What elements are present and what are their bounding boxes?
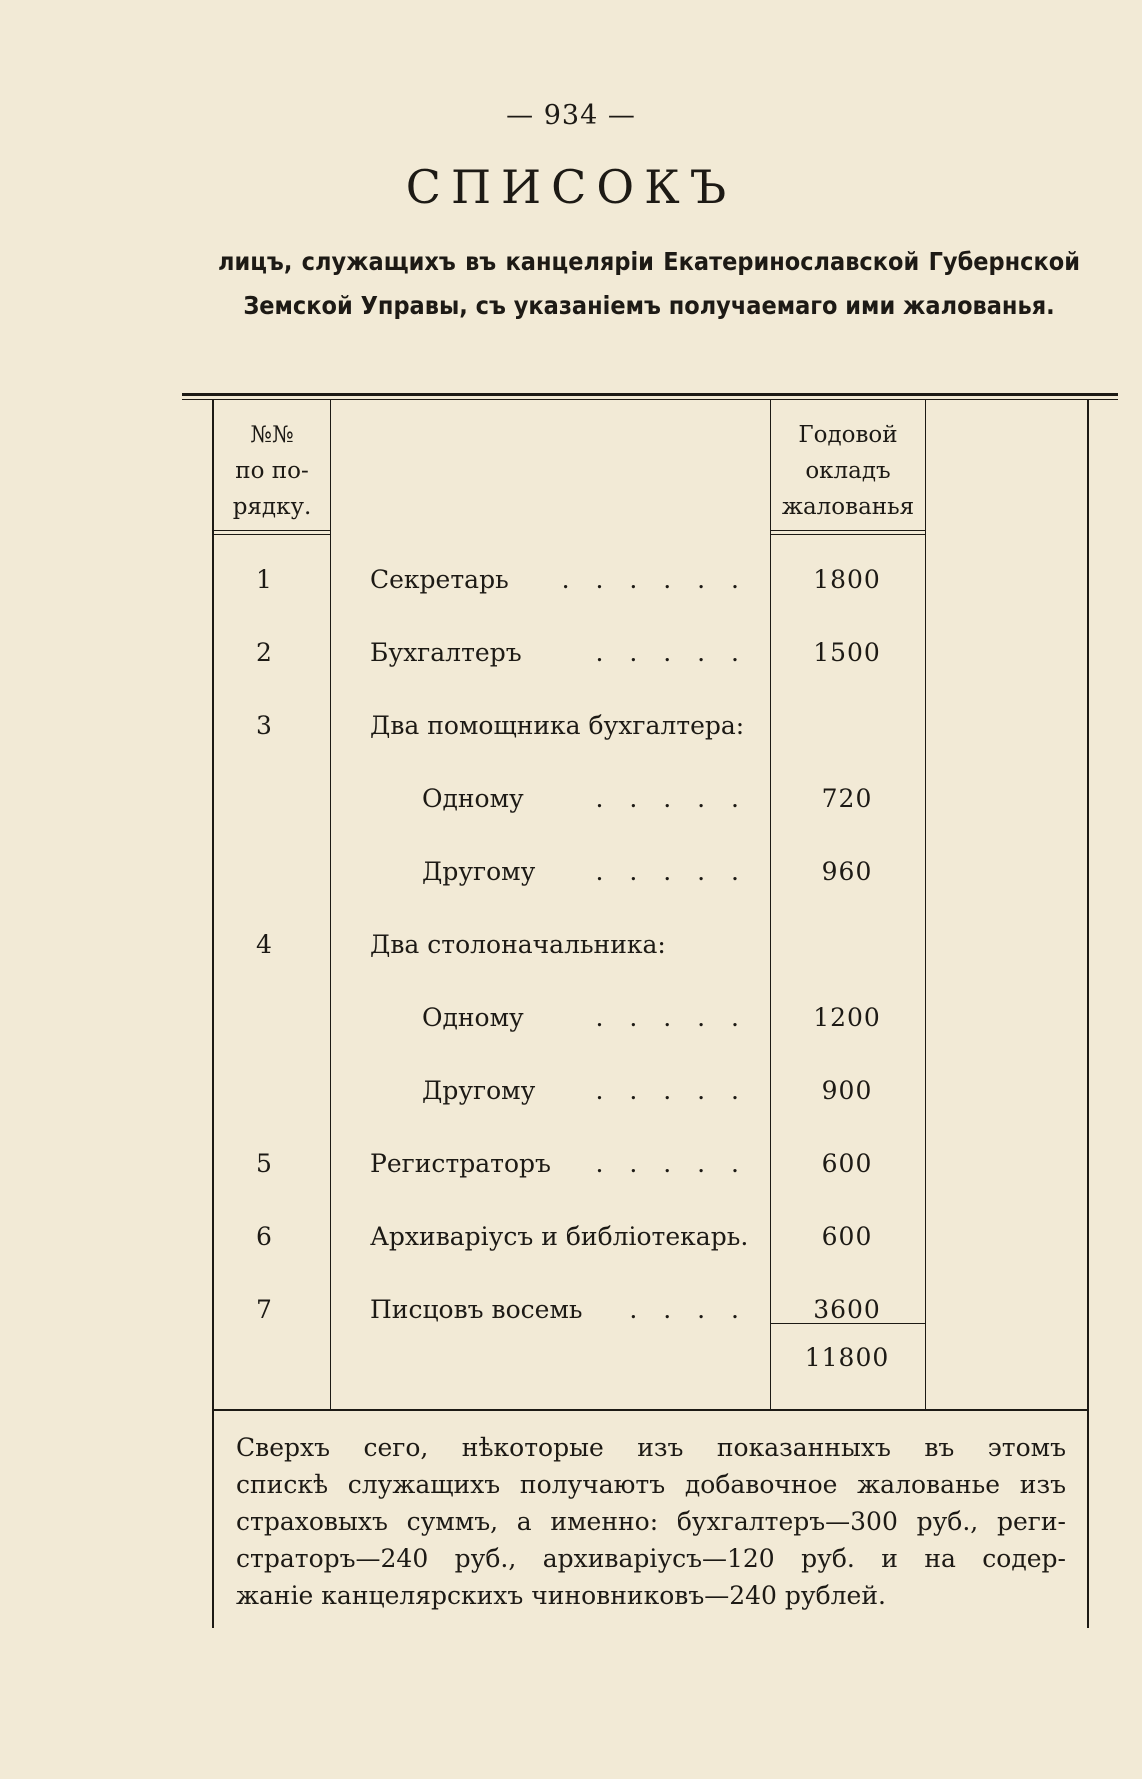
page-subtitle: лицъ, служащихъ въ канцеляріи Екатеринославской Губернской Земской Управы, съ указаніемъ получаемаго ими жалованья. [218, 247, 1080, 320]
header-annual-salary [771, 417, 925, 525]
table-right-border [1087, 400, 1089, 1628]
row-leader-dots: . . . . . [595, 1003, 748, 1032]
row-position-name: Бухгалтеръ [370, 638, 522, 667]
row-position-name: Архиваріусъ и библіотекарь. [370, 1222, 749, 1251]
header-rule-col1-a [214, 530, 330, 531]
row-leader-dots: . . . . . [595, 784, 748, 813]
total-value: 11800 [804, 1343, 890, 1372]
footnote-line: Сверхъ сего, нѣкоторые изъ показанныхъ въ этомъ [236, 1433, 1066, 1462]
row-leader-dots: . . . . [629, 1295, 748, 1324]
header-salary-line-3: жалованья [781, 494, 915, 520]
row-number: 6 [256, 1222, 272, 1251]
row-leader-dots: . . . . . [595, 857, 748, 886]
row-number: 4 [256, 930, 272, 959]
row-position-name: Секретарь [370, 565, 509, 594]
row-leader-dots: . . . . . . [561, 565, 748, 594]
row-salary-value: 3600 [813, 1295, 881, 1324]
row-position-name: Два столоначальника: [370, 930, 666, 959]
header-salary-line-1: Годовой [798, 422, 898, 448]
header-salary-line-2: окладъ [805, 458, 891, 484]
footnote-line: жаніе канцелярскихъ чиновниковъ—240 рублей. [236, 1581, 886, 1610]
row-leader-dots: . . . . . [595, 1076, 748, 1105]
row-number: 3 [256, 711, 272, 740]
row-number: 2 [256, 638, 272, 667]
header-order-line-2: по по- [235, 458, 309, 484]
row-position-name: Регистраторъ [370, 1149, 551, 1178]
col-divider-2 [770, 400, 771, 1410]
row-position-name: Другому [422, 1076, 536, 1105]
footnote [236, 1429, 1066, 1614]
row-number: 1 [256, 565, 272, 594]
header-rule-col3-b [771, 534, 925, 535]
table-left-border [212, 400, 214, 1628]
table-bottom-rule [212, 1409, 1089, 1411]
row-leader-dots: . . . . . [595, 638, 748, 667]
header-order-line-1: №№ [250, 422, 294, 448]
row-number: 5 [256, 1149, 272, 1178]
footnote-line: спискѣ служащихъ получаютъ добавочное жалованье изъ [236, 1470, 1066, 1499]
row-leader-dots: . . . . . [595, 1149, 748, 1178]
row-salary-value: 1200 [813, 1003, 881, 1032]
footnote-line: страховыхъ суммъ, а именно: бухгалтеръ—300 руб., реги- [236, 1507, 1066, 1536]
row-salary-value: 600 [821, 1222, 873, 1251]
row-salary-value: 1500 [813, 638, 881, 667]
table-top-rule-thin [182, 399, 1118, 400]
col-divider-3 [925, 400, 926, 1410]
row-position-name: Два помощника бухгалтера: [370, 711, 745, 740]
row-salary-value: 1800 [813, 565, 881, 594]
row-salary-value: 900 [821, 1076, 873, 1105]
row-number: 7 [256, 1295, 272, 1324]
header-rule-col3-a [771, 530, 925, 531]
header-order-number [214, 417, 330, 525]
header-order-line-3: рядку. [232, 494, 312, 520]
col-divider-1 [330, 400, 331, 1410]
row-position-name: Писцовъ восемь [370, 1295, 583, 1324]
row-position-name: Одному [422, 784, 524, 813]
footnote-line: страторъ—240 руб., архиваріусъ—120 руб. и на содер- [236, 1544, 1066, 1573]
table-top-rule [182, 393, 1118, 396]
header-rule-col1-b [214, 534, 330, 535]
page-title: СПИСОКЪ [405, 160, 737, 214]
row-position-name: Одному [422, 1003, 524, 1032]
row-salary-value: 720 [821, 784, 873, 813]
row-position-name: Другому [422, 857, 536, 886]
page-number: — 934 — [506, 100, 636, 131]
row-salary-value: 600 [821, 1149, 873, 1178]
row-salary-value: 960 [821, 857, 873, 886]
